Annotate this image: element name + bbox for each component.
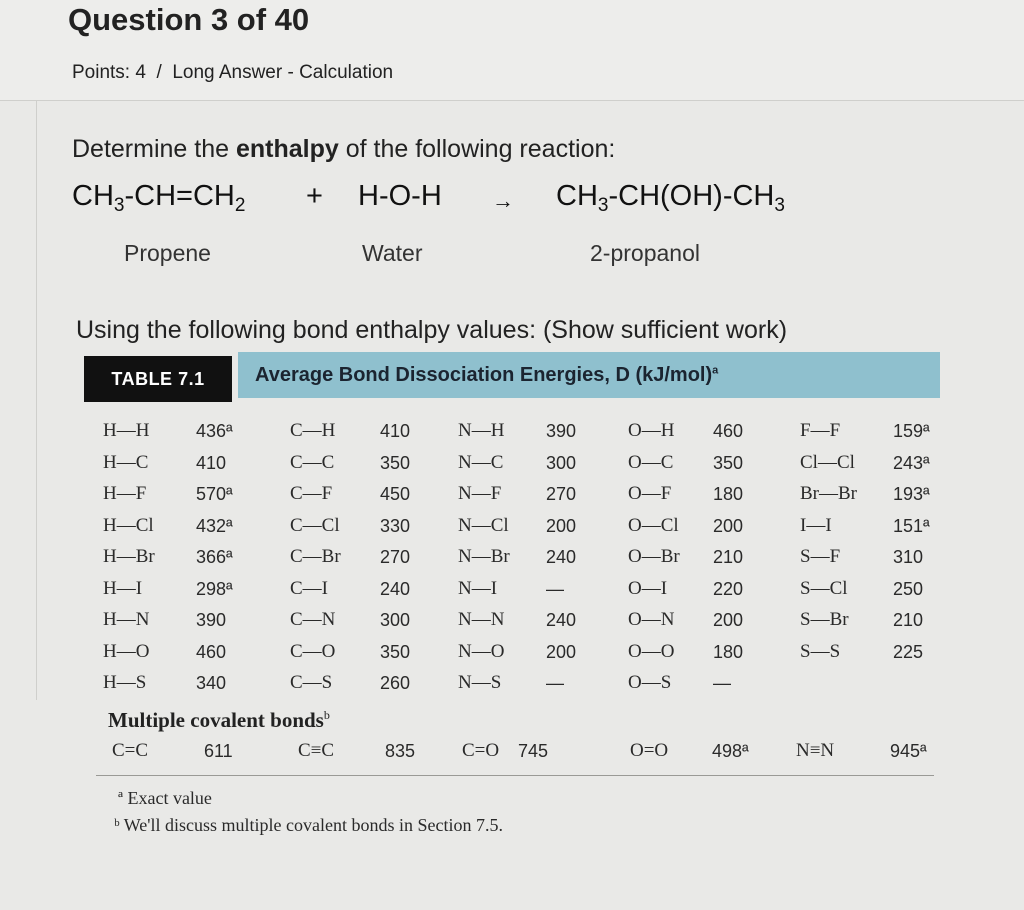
bond-energy-value: 270 — [546, 484, 577, 504]
bond-label: Cl—Cl — [800, 451, 855, 473]
bond-label: H—C — [103, 451, 149, 473]
bond-label: C—O — [290, 640, 336, 662]
bond-energy-value: 410 — [196, 452, 227, 473]
plus-sign: + — [306, 180, 323, 212]
multiple-bonds-title-sup: b — [323, 708, 330, 722]
bond-energy-value: 250 — [893, 578, 924, 599]
bond-energy-value: 193ª — [893, 484, 930, 504]
bond-label: C—H — [290, 420, 336, 441]
footnote-exact: ª Exact value — [118, 788, 212, 808]
bond-energy-value: — — [713, 673, 731, 693]
bond-energy-value: 310 — [893, 547, 924, 567]
bond-energy-value: 300 — [380, 610, 411, 630]
bond-label: C—I — [290, 577, 328, 599]
bond-energy-value: 240 — [380, 578, 411, 599]
question-prompt — [72, 135, 615, 164]
bond-energy-value: 200 — [713, 515, 744, 536]
bond-label: O—F — [628, 483, 672, 504]
multiple-bond-label: C=O — [462, 740, 500, 761]
multiple-bond-label: C≡C — [298, 740, 335, 761]
prompt-text-start: Determine the — [72, 135, 236, 163]
multiple-bond-value: 611 — [204, 741, 233, 761]
table-caption-sup: a — [712, 364, 719, 377]
instruction-text: Using the following bond enthalpy values: (Show sufficient work) — [76, 316, 788, 344]
bond-label: C—N — [290, 609, 336, 630]
bond-label: H—S — [103, 672, 147, 693]
bond-label: C—F — [290, 483, 333, 504]
bond-label: H—F — [103, 483, 147, 504]
bond-label: N—Cl — [458, 514, 509, 536]
bond-label: N—O — [458, 640, 505, 662]
table-caption — [255, 364, 718, 387]
bond-energy-value: 240 — [546, 610, 577, 630]
bond-label: H—Br — [103, 546, 155, 567]
product-2-propanol: $CH_3-CH(OH)-CH_3$ — [556, 180, 785, 216]
bond-energy-value: 300 — [546, 452, 577, 473]
bond-label: H—N — [103, 609, 150, 630]
bond-label: O—Cl — [628, 514, 679, 536]
reactant-water: H-O-H — [358, 180, 442, 212]
bond-energy-value: 200 — [546, 641, 577, 662]
label-water: Water — [362, 240, 423, 266]
bond-energy-value: 570ª — [196, 484, 233, 504]
bond-label: O—S — [628, 672, 672, 693]
bond-energy-value: 180 — [713, 641, 744, 662]
footnote-multiple: ᵇ We'll discuss multiple covalent bonds in Section 7.5. — [114, 815, 503, 835]
bond-energy-value: 436ª — [196, 421, 233, 441]
bond-label: N—S — [458, 672, 502, 693]
question-type: Long Answer - Calculation — [172, 62, 394, 83]
bond-energy-value: 330 — [380, 515, 411, 536]
multiple-bond-label: N≡N — [796, 740, 835, 761]
footnote-divider — [96, 775, 934, 776]
bond-label: N—H — [458, 420, 505, 441]
multiple-bond-value: 498ª — [712, 741, 749, 761]
bond-label: S—S — [800, 640, 841, 662]
bond-energy-value: 450 — [380, 484, 411, 504]
multiple-bond-label: O=O — [630, 740, 669, 761]
bond-energy-value: 180 — [713, 484, 744, 504]
bond-energy-value: 410 — [380, 421, 411, 441]
bond-label: O—I — [628, 577, 668, 599]
points-label: Points: 4 — [72, 62, 146, 83]
multiple-bond-label: C=C — [112, 740, 149, 761]
bond-energy-value: 460 — [196, 641, 227, 662]
multiple-bonds-title-text: Multiple covalent bonds — [108, 708, 324, 732]
bond-energy-value: 460 — [713, 421, 744, 441]
bond-energy-value: 159ª — [893, 421, 930, 441]
multiple-bond-value: 835 — [385, 741, 416, 761]
bond-energy-value: 432ª — [196, 515, 233, 536]
bond-label: H—H — [103, 420, 150, 441]
bond-energy-value: 350 — [380, 452, 411, 473]
bond-label: N—Br — [458, 546, 510, 567]
bond-label: F—F — [800, 420, 841, 441]
multiple-bonds-title — [108, 708, 330, 733]
meta-separator: / — [156, 62, 162, 83]
bond-energy-value: 240 — [546, 547, 577, 567]
bond-energy-value: 200 — [713, 610, 744, 630]
bond-label: O—N — [628, 609, 675, 630]
multiple-bond-value: 945ª — [890, 741, 927, 761]
bond-label: N—I — [458, 577, 498, 599]
question-title: Question 3 of 40 — [68, 2, 310, 37]
table-caption-text: Average Bond Dissociation Energies, D (kJ/mol) — [255, 364, 713, 386]
bond-energy-value: 220 — [713, 578, 744, 599]
bond-label: O—H — [628, 420, 675, 441]
reaction-arrow-icon: → — [492, 188, 514, 213]
bond-label: C—Br — [290, 546, 341, 567]
bond-energy-value: 151ª — [893, 515, 930, 536]
bond-label: C—Cl — [290, 514, 340, 536]
bond-label: Br—Br — [800, 483, 857, 504]
bond-label: H—I — [103, 577, 143, 599]
bond-energy-value: 390 — [196, 610, 227, 630]
bond-label: C—S — [290, 672, 333, 693]
bond-energy-value: 350 — [380, 641, 411, 662]
bond-label: H—O — [103, 640, 150, 662]
bond-label: C—C — [290, 451, 335, 473]
bond-label: S—Br — [800, 609, 849, 630]
bond-label: N—C — [458, 451, 504, 473]
question-header — [0, 0, 1024, 101]
bond-energy-value: 298ª — [196, 578, 233, 599]
bond-label: O—C — [628, 451, 674, 473]
bond-label: O—O — [628, 640, 675, 662]
bond-energy-value: 243ª — [893, 452, 930, 473]
bond-energy-value: 390 — [546, 421, 577, 441]
prompt-text-end: of the following reaction: — [338, 135, 616, 163]
bond-label: S—Cl — [800, 577, 848, 599]
bond-energy-value: 225 — [893, 641, 924, 662]
bond-energy-value: 340 — [196, 673, 227, 693]
bond-energy-value: 210 — [893, 610, 924, 630]
multiple-bond-value: 745 — [518, 741, 549, 761]
prompt-bold-word: enthalpy — [235, 135, 339, 163]
bond-energy-value: 210 — [713, 547, 744, 567]
bond-label: O—Br — [628, 546, 680, 567]
bond-energy-value: — — [546, 578, 564, 599]
bond-energy-value: — — [546, 673, 564, 693]
bond-label: N—F — [458, 483, 502, 504]
bond-energy-value: 366ª — [196, 547, 233, 567]
label-2-propanol: 2-propanol — [590, 240, 700, 266]
bond-label: I—I — [800, 514, 832, 536]
label-propene: Propene — [124, 240, 211, 266]
bond-energy-value: 350 — [713, 452, 744, 473]
content-border — [36, 100, 37, 700]
table-tag: TABLE 7.1 — [84, 356, 232, 402]
bond-energy-value: 260 — [380, 673, 411, 693]
bond-energy-value: 200 — [546, 515, 577, 536]
bond-label: H—Cl — [103, 514, 154, 536]
bond-label: N—N — [458, 609, 505, 630]
reactant-propene: $CH_3-CH=CH_2$ — [72, 180, 246, 216]
bond-energy-value: 270 — [380, 547, 411, 567]
question-meta — [72, 62, 393, 84]
bond-label: S—F — [800, 546, 841, 567]
